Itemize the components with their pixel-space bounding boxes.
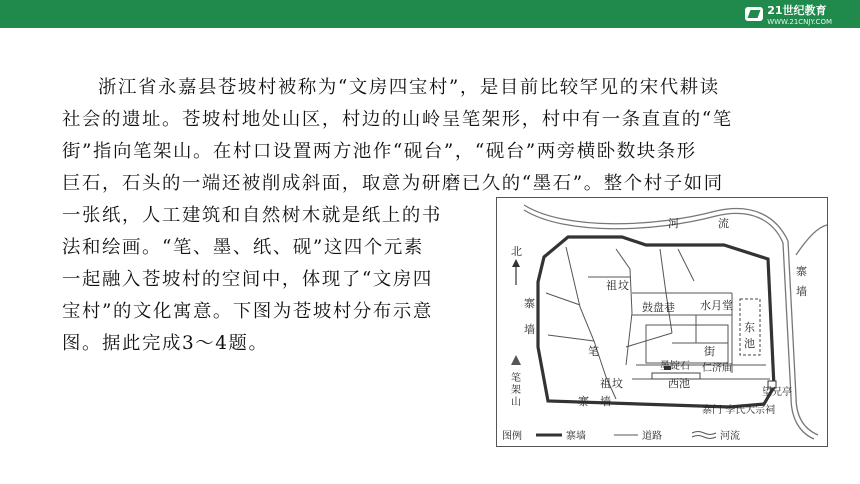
logo-text: 21世纪教育 (767, 4, 827, 17)
legend-river-label: 河流 (720, 431, 740, 442)
paragraph-line-4: 巨石，石头的一端还被削成斜面，取意为研磨已久的“墨石”。整个村子如同 (62, 173, 724, 194)
paragraph-line-3: 街”指向笔架山。在村口设置两方池作“砚台”，“砚台”两旁横卧数块条形 (62, 141, 697, 162)
paragraph-line-8: 宝村”的文化寓意。下图为苍坡村分布示意 (62, 301, 433, 322)
paragraph-line-9: 图。据此完成3～4题。 (62, 333, 269, 354)
street-jie-label: 街 (704, 345, 715, 358)
paragraph-line-1: 浙江省永嘉县苍坡村被称为“文房四宝村”，是目前比较罕见的宋代耕读 (98, 77, 720, 98)
shuiyue-hall-label: 水月堂 (700, 299, 733, 312)
west-pond-label: 西池 (668, 377, 690, 390)
legend-title: 图例 (502, 431, 522, 442)
bijia-mountain-label-1: 笔 (511, 373, 521, 384)
east-pond-label-1: 东 (744, 321, 755, 334)
wangxiong-pavilion-label: 望兄亭 (762, 387, 792, 398)
paragraph-line-6: 法和绘画。“笔、墨、纸、砚”这四个元素 (62, 237, 424, 258)
paragraph-line-5: 一张纸，人工建筑和自然树木就是纸上的书 (62, 205, 442, 226)
site-logo[interactable] (745, 4, 832, 24)
east-wall-label-1: 寨 (796, 265, 807, 278)
runner-logo-icon (745, 7, 763, 21)
village-map (496, 197, 828, 447)
gupan-lane-label: 鼓盘巷 (642, 301, 675, 314)
river-label-1: 河 (668, 217, 679, 230)
legend-road-label: 道路 (642, 431, 662, 442)
ancestral-tomb-top-1: 祖 (606, 279, 617, 292)
east-wall-label-2: 墙 (796, 285, 807, 298)
river-label-2: 流 (718, 217, 729, 230)
ancestral-tomb-top-2: 坟 (618, 279, 629, 292)
map-frame (497, 198, 828, 447)
paragraph-line-7: 一起融入苍坡村的空间中，体现了“文房四 (62, 269, 433, 290)
village-map-svg (496, 197, 828, 447)
west-wall-label-1: 寨 (524, 297, 535, 310)
north-label: 北 (511, 245, 522, 258)
street-bi-label: 笔 (588, 345, 599, 358)
west-wall-label-2: 墙 (524, 323, 535, 336)
header-bar (0, 0, 860, 28)
logo-subtext: WWW.21CNJY.COM (767, 18, 832, 26)
renji-temple-label: 仁济庙 (702, 363, 732, 374)
ink-stone-label: 墨锭石 (660, 361, 690, 372)
east-pond-label-2: 池 (744, 337, 755, 350)
bijia-mountain-label-3: 山 (511, 397, 521, 408)
paragraph-line-2: 社会的遗址。苍坡村地处山区，村边的山岭呈笔架形，村中有一条直直的“笔 (62, 109, 733, 130)
bijia-mountain-label-2: 架 (511, 385, 521, 396)
ancestral-tomb-bottom-2: 坟 (612, 377, 623, 390)
south-wall-label: 寨 墙 (578, 395, 611, 408)
legend-wall-label: 寨墙 (566, 431, 586, 442)
gate-hall-label: 寨门 李氏大宗祠 (702, 405, 776, 416)
ancestral-tomb-bottom-1: 祖 (600, 377, 611, 390)
